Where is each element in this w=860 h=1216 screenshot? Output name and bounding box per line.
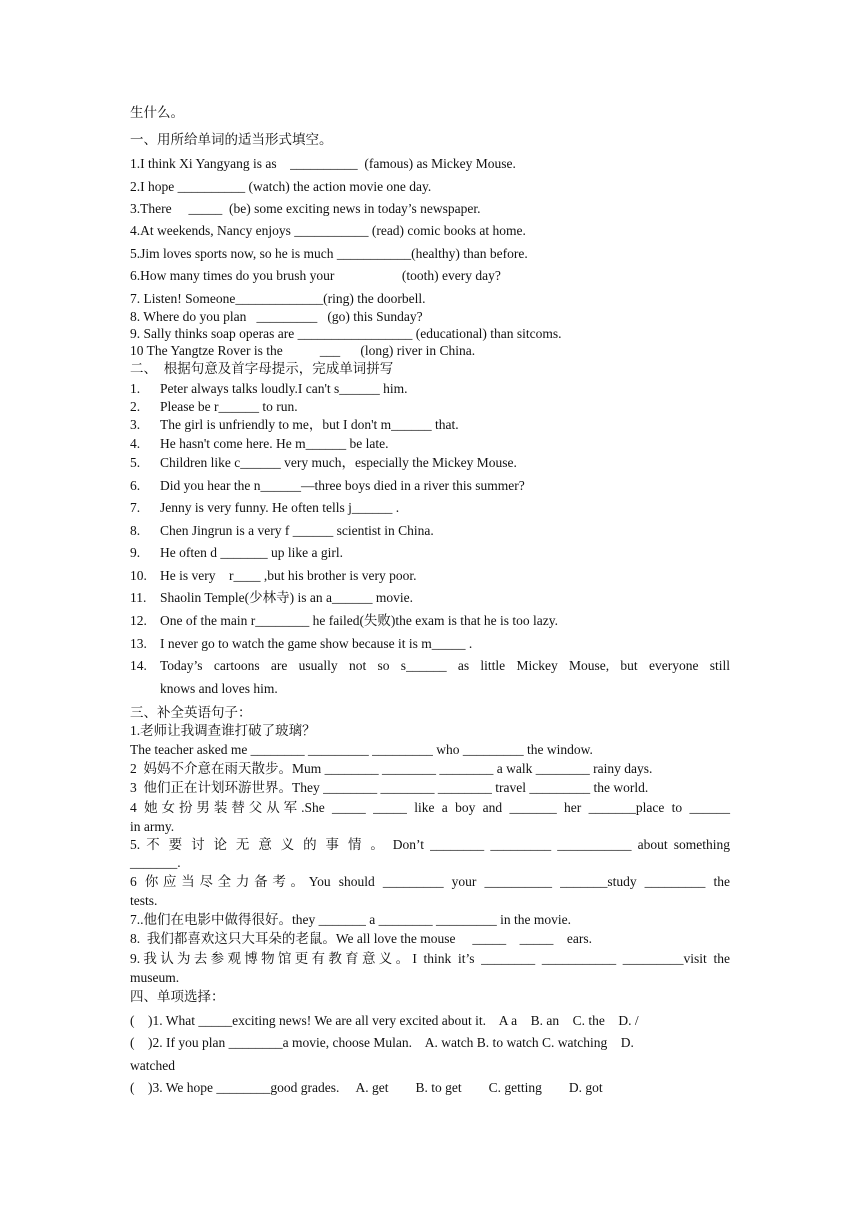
item-number: 5. — [130, 455, 141, 470]
item-number: 6. — [130, 478, 141, 493]
item-number: 10. — [130, 568, 147, 583]
item-text: Please be r______ to run. — [160, 399, 298, 414]
mc-question-1: ( )1. What _____exciting news! We are all very excited about it. A a B. an C. the D. / — [130, 1013, 639, 1028]
mc-question-2-continuation: watched — [130, 1058, 175, 1073]
section3-line: 7..他们在电影中做得很好。they _______ a ________ _________ in the movie. — [130, 912, 571, 927]
mc-question-2: ( )2. If you plan ________a movie, choose Mulan. A. watch B. to watch C. watching D. — [130, 1035, 634, 1050]
section1-item-2: 2.I hope __________ (watch) the action movie one day. — [130, 179, 432, 194]
item-text: The girl is unfriendly to me，but I don't m______ that. — [160, 417, 459, 432]
item-number: 7. — [130, 500, 141, 515]
item-text: He often d _______ up like a girl. — [160, 545, 343, 560]
section3-line: 6 你应当尽全力备考。You should _________ your __________ _______study _________ the — [130, 874, 730, 889]
section3-line: 2 妈妈不介意在雨天散步。Mum ________ ________ ________ a walk ________ rainy days. — [130, 761, 653, 776]
section1-item-1: 1.I think Xi Yangyang is as __________ (famous) as Mickey Mouse. — [130, 156, 516, 171]
section3-line: 1.老师让我调查谁打破了玻璃？ — [130, 723, 316, 738]
section1-item-8: 8. Where do you plan _________ (go) this Sunday? — [130, 309, 423, 324]
item-number: 2. — [130, 399, 141, 414]
section3-line: 5. 不 要 讨 论 无 意 义 的 事 情 。 Don’t ________ _________ ___________ about something — [130, 837, 730, 852]
item-number: 8. — [130, 523, 141, 538]
section3-line: 3 他们正在计划环游世界。They ________ ________ ________ travel _________ the world. — [130, 780, 649, 795]
section3-line: 4 她女扮男装替父从军.She _____ _____ like a boy and _______ her _______place to ______ — [130, 800, 730, 815]
section3-line: tests. — [130, 893, 158, 908]
item-text: Today’s cartoons are usually not so s______ as little Mickey Mouse, but everyone still — [160, 658, 730, 673]
item-number: 4. — [130, 436, 141, 451]
section1-item-5: 5.Jim loves sports now, so he is much ___________(healthy) than before. — [130, 246, 528, 261]
section1-heading: 一、用所给单词的适当形式填空。 — [130, 132, 333, 147]
item-number: 1. — [130, 381, 141, 396]
item-text: Peter always talks loudly.I can't s______ him. — [160, 381, 408, 396]
section4-heading: 四、单项选择： — [130, 989, 225, 1004]
section3-line: 8. 我们都喜欢这只大耳朵的老鼠。We all love the mouse _____ _____ ears. — [130, 931, 592, 946]
section1-item-10: 10 The Yangtze Rover is the ___ (long) river in China. — [130, 343, 476, 358]
item-number: 11. — [130, 590, 147, 605]
item-text: knows and loves him. — [160, 681, 278, 696]
section3-line: _______. — [130, 855, 181, 870]
item-text: Children like c______ very much，especially the Mickey Mouse. — [160, 455, 517, 470]
intro-line: 生什么。 — [130, 105, 184, 120]
item-number: 9. — [130, 545, 141, 560]
section1-item-7: 7. Listen! Someone_____________(ring) the doorbell. — [130, 291, 426, 306]
section3-line: museum. — [130, 970, 180, 985]
section1-item-3: 3.There _____ (be) some exciting news in today’s newspaper. — [130, 201, 481, 216]
item-number: 3. — [130, 417, 141, 432]
section3-line: in army. — [130, 819, 175, 834]
item-number: 14. — [130, 658, 147, 673]
item-text: Jenny is very funny. He often tells j______ . — [160, 500, 400, 515]
section1-item-6: 6.How many times do you brush your (tooth) every day? — [130, 268, 501, 283]
section1-item-4: 4.At weekends, Nancy enjoys ___________ (read) comic books at home. — [130, 223, 526, 238]
item-text: Did you hear the n______—three boys died in a river this summer? — [160, 478, 525, 493]
mc-question-3: ( )3. We hope ________good grades. A. get B. to get C. getting D. got — [130, 1080, 603, 1095]
section3-line: 9.我认为去参观博物馆更有教育意义。I think it’s ________ ___________ _________visit the — [130, 951, 730, 966]
item-text: Shaolin Temple(少林寺) is an a______ movie. — [160, 590, 414, 605]
item-text: I never go to watch the game show because it is m_____ . — [160, 636, 473, 651]
section2-heading: 二、 根据句意及首字母提示，完成单词拼写 — [130, 361, 394, 376]
item-number: 13. — [130, 636, 147, 651]
item-text: He is very r____ ,but his brother is very poor. — [160, 568, 417, 583]
item-text: One of the main r________ he failed(失败)the exam is that he is too lazy. — [160, 613, 559, 628]
section3-line: The teacher asked me ________ _________ _________ who _________ the window. — [130, 742, 593, 757]
item-number: 12. — [130, 613, 147, 628]
section1-item-9: 9. Sally thinks soap operas are _________________ (educational) than sitcoms. — [130, 326, 562, 341]
section3-heading: 三、补全英语句子： — [130, 705, 252, 720]
item-text: He hasn't come here. He m______ be late. — [160, 436, 389, 451]
item-text: Chen Jingrun is a very f ______ scientist in China. — [160, 523, 434, 538]
